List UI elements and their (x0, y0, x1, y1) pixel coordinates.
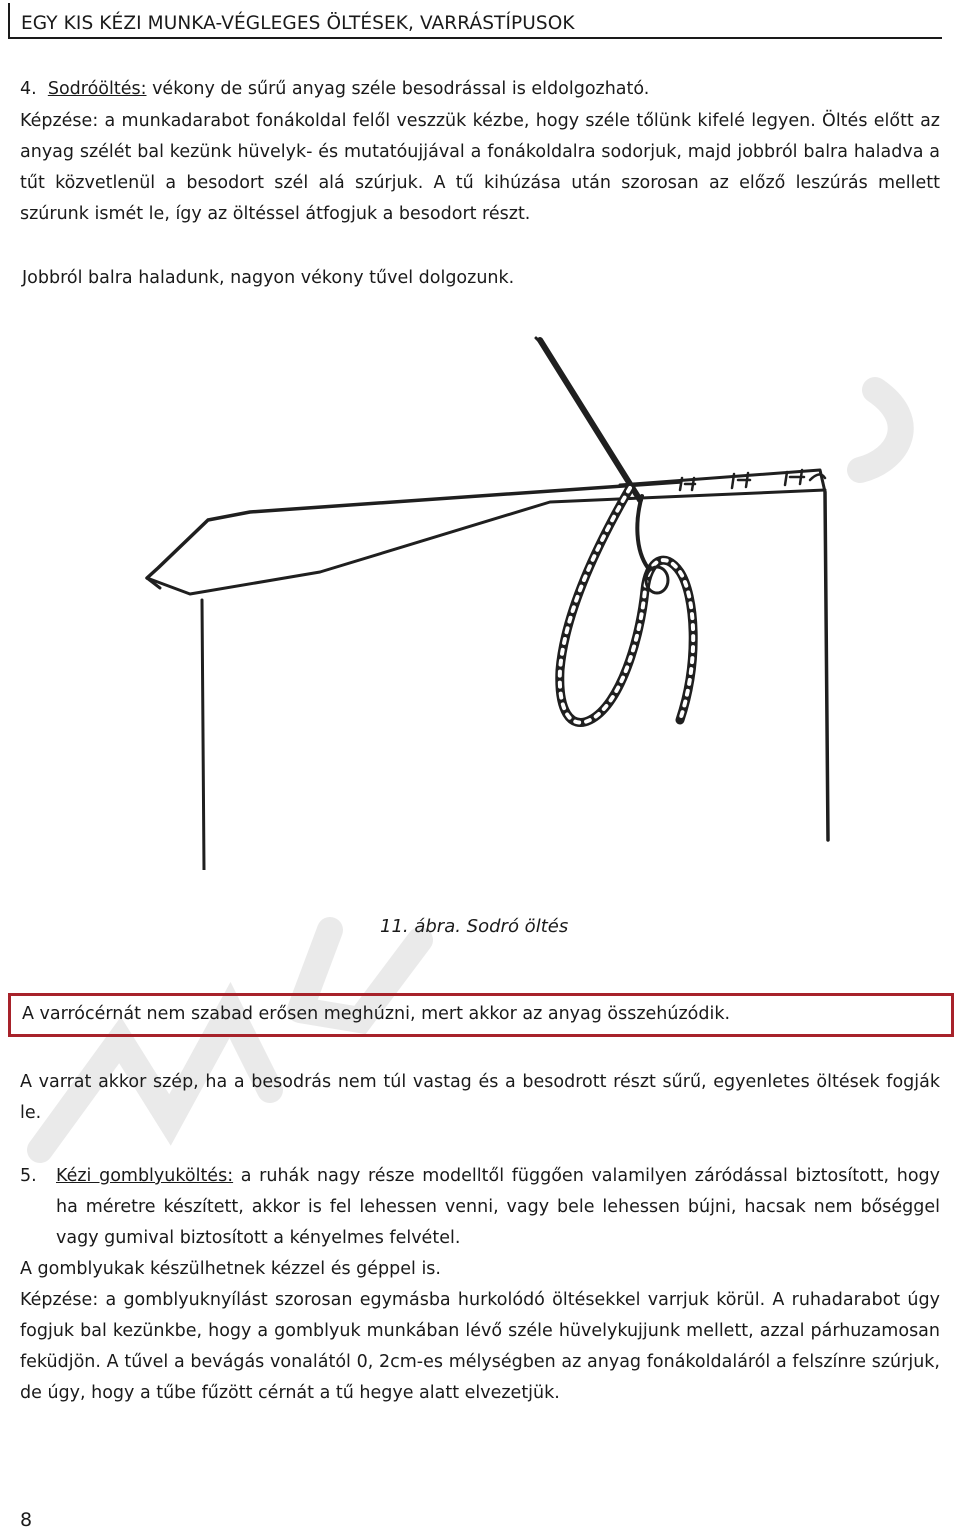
rolled-hem-stitch-illustration (120, 310, 840, 870)
section-4-heading (20, 74, 940, 105)
section-5-heading (20, 1161, 940, 1254)
section-5-body: Képzése: a gomblyuknyílást szorosan egymásba hurkolódó öltésekkel varrjuk körül. A ruhadarabot úgy fogjuk bal kezünkbe, hogy a gomblyuk munkában lévő széle hüvelykujjunk mellett, azzal párhuzamosan feküdjön. A tűvel a bevágás vonalától 0, 2cm-es mélységben az anyag fonákoldaláról a felszínre szúrjuk, de úgy, hogy a tűbe fűzött cérnát a tű hegye alatt elvezetjük. (20, 1290, 940, 1403)
section-5-number: 5. (20, 1166, 37, 1186)
page-number: 8 (20, 1509, 33, 1531)
section-4-intro: vékony de sűrű anyag széle besodrással is eldolgozható. (152, 79, 650, 99)
section-4-direction: Jobbról balra haladunk, nagyon vékony tűvel dolgozunk. (22, 268, 515, 288)
section-5-term: Kézi gomblyuköltés: (56, 1166, 234, 1186)
section-4-number: 4. (20, 79, 37, 99)
seam-quality-note: A varrat akkor szép, ha a besodrás nem túl vastag és a besodrott részt sűrű, egyenletes öltések fogják le. (20, 1072, 940, 1123)
warning-note-box (8, 993, 954, 1037)
warning-note-text: A varrócérnát nem szabad erősen meghúzni, mert akkor az anyag összehúzódik. (22, 1004, 731, 1024)
figure-caption: 11. ábra. Sodró öltés (380, 916, 569, 937)
section-5-line2: A gomblyukak készülhetnek kézzel és géppel is. (20, 1259, 441, 1279)
section-5-intro: a ruhák nagy része modelltől függően valamilyen záródással biztosított, hogy ha méretre készített, akkor is fel lehessen venni, vagy bele lehessen bújni, hacsak nem bőséggel vagy gumival biztosított a kényelmes felvétel. (56, 1166, 940, 1248)
section-4-term: Sodróöltés: (47, 79, 147, 99)
header-title: EGY KIS KÉZI MUNKA-VÉGLEGES ÖLTÉSEK, VARRÁSTÍPUSOK (21, 13, 575, 34)
section-4-body: Képzése: a munkadarabot fonákoldal felől veszzük kézbe, hogy széle tőlünk kifelé legyen. Öltés előtt az anyag szélét bal kezünk hüvelyk- és mutatóujjával a fonákoldalra sodorjuk, majd jobbról balra haladva a tűt közvetlenül a besodort szél alá szúrjuk. A tű kihúzása után szorosan az előző leszúrás mellett szúrunk ismét le, így az öltéssel átfogjuk a besodort részt. (20, 111, 940, 224)
page-header (8, 3, 942, 39)
